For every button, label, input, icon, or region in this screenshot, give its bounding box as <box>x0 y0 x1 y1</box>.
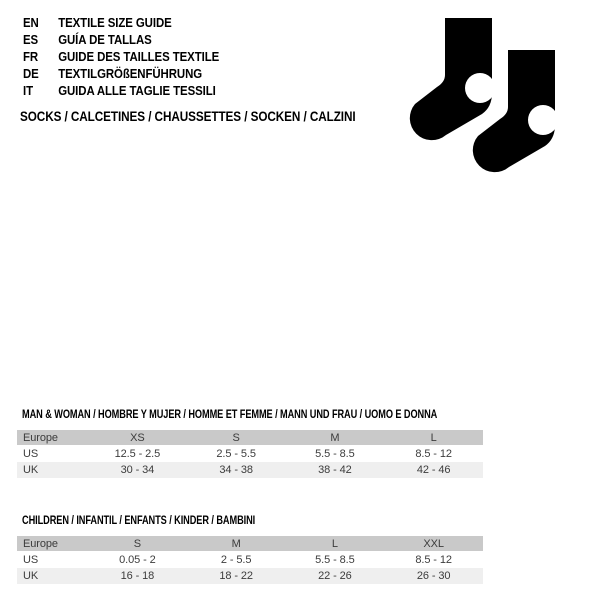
sock-heel-hole <box>465 73 495 103</box>
size-value: 2.5 - 5.5 <box>187 445 286 462</box>
language-label: TEXTILE SIZE GUIDE <box>58 15 172 30</box>
size-value: 5.5 - 8.5 <box>286 445 385 462</box>
table-row-us <box>17 445 483 462</box>
language-label: GUIDE DES TAILLES TEXTILE <box>58 49 220 64</box>
size-value: 34 - 38 <box>187 462 286 478</box>
size-value: 26 - 30 <box>384 568 483 584</box>
column-header-size-m: M <box>187 536 286 551</box>
column-header-size-xxl: XXL <box>384 536 483 551</box>
table-header-row <box>17 430 483 445</box>
row-label: UK <box>17 462 88 478</box>
row-label: US <box>17 551 88 568</box>
column-header-size-s: S <box>187 430 286 445</box>
language-code: DE <box>23 66 39 81</box>
table-row-us <box>17 551 483 568</box>
size-table-children <box>17 536 483 584</box>
size-value: 42 - 46 <box>384 462 483 478</box>
language-code: IT <box>23 83 33 98</box>
language-code: EN <box>23 15 39 30</box>
size-value: 8.5 - 12 <box>384 445 483 462</box>
table-title-children: CHILDREN / INFANTIL / ENFANTS / KINDER / BAMBINI <box>22 515 256 527</box>
sock-left-icon <box>410 18 495 140</box>
language-list <box>23 14 246 99</box>
column-header-size-xs: XS <box>88 430 187 445</box>
language-row-es <box>23 31 219 48</box>
language-label: GUIDA ALLE TAGLIE TESSILI <box>58 83 216 98</box>
column-header-size-s: S <box>88 536 187 551</box>
language-row-fr <box>23 48 219 65</box>
column-header-size-l: L <box>286 536 385 551</box>
table-header-row <box>17 536 483 551</box>
language-code: FR <box>23 49 39 64</box>
socks-icon <box>400 5 580 185</box>
column-header-region: Europe <box>17 430 88 445</box>
size-value: 38 - 42 <box>286 462 385 478</box>
table-title-man-woman: MAN & WOMAN / HOMBRE Y MUJER / HOMME ET FEMME / MANN UND FRAU / UOMO E DONNA <box>22 409 438 421</box>
size-value: 16 - 18 <box>88 568 187 584</box>
column-header-size-m: M <box>286 430 385 445</box>
size-value: 0.05 - 2 <box>88 551 187 568</box>
size-value: 22 - 26 <box>286 568 385 584</box>
language-row-en <box>23 14 219 31</box>
size-value: 18 - 22 <box>187 568 286 584</box>
size-table-section-children <box>17 515 483 584</box>
row-label: UK <box>17 568 88 584</box>
table-row-uk <box>17 462 483 478</box>
product-category-title: SOCKS / CALCETINES / CHAUSSETTES / SOCKEN / CALZINI <box>20 109 356 124</box>
language-code: ES <box>23 32 39 47</box>
language-label: GUÍA DE TALLAS <box>58 32 152 47</box>
size-table-man-woman <box>17 430 483 478</box>
size-value: 2 - 5.5 <box>187 551 286 568</box>
column-header-region: Europe <box>17 536 88 551</box>
row-label: US <box>17 445 88 462</box>
column-header-size-l: L <box>384 430 483 445</box>
language-row-de <box>23 65 219 82</box>
size-table-section-man-woman <box>17 409 483 478</box>
size-value: 8.5 - 12 <box>384 551 483 568</box>
size-value: 5.5 - 8.5 <box>286 551 385 568</box>
sock-heel-hole <box>528 105 558 135</box>
size-value: 12.5 - 2.5 <box>88 445 187 462</box>
table-row-uk <box>17 568 483 584</box>
size-value: 30 - 34 <box>88 462 187 478</box>
language-label: TEXTILGRÖßENFÜHRUNG <box>58 66 203 81</box>
language-row-it <box>23 82 219 99</box>
